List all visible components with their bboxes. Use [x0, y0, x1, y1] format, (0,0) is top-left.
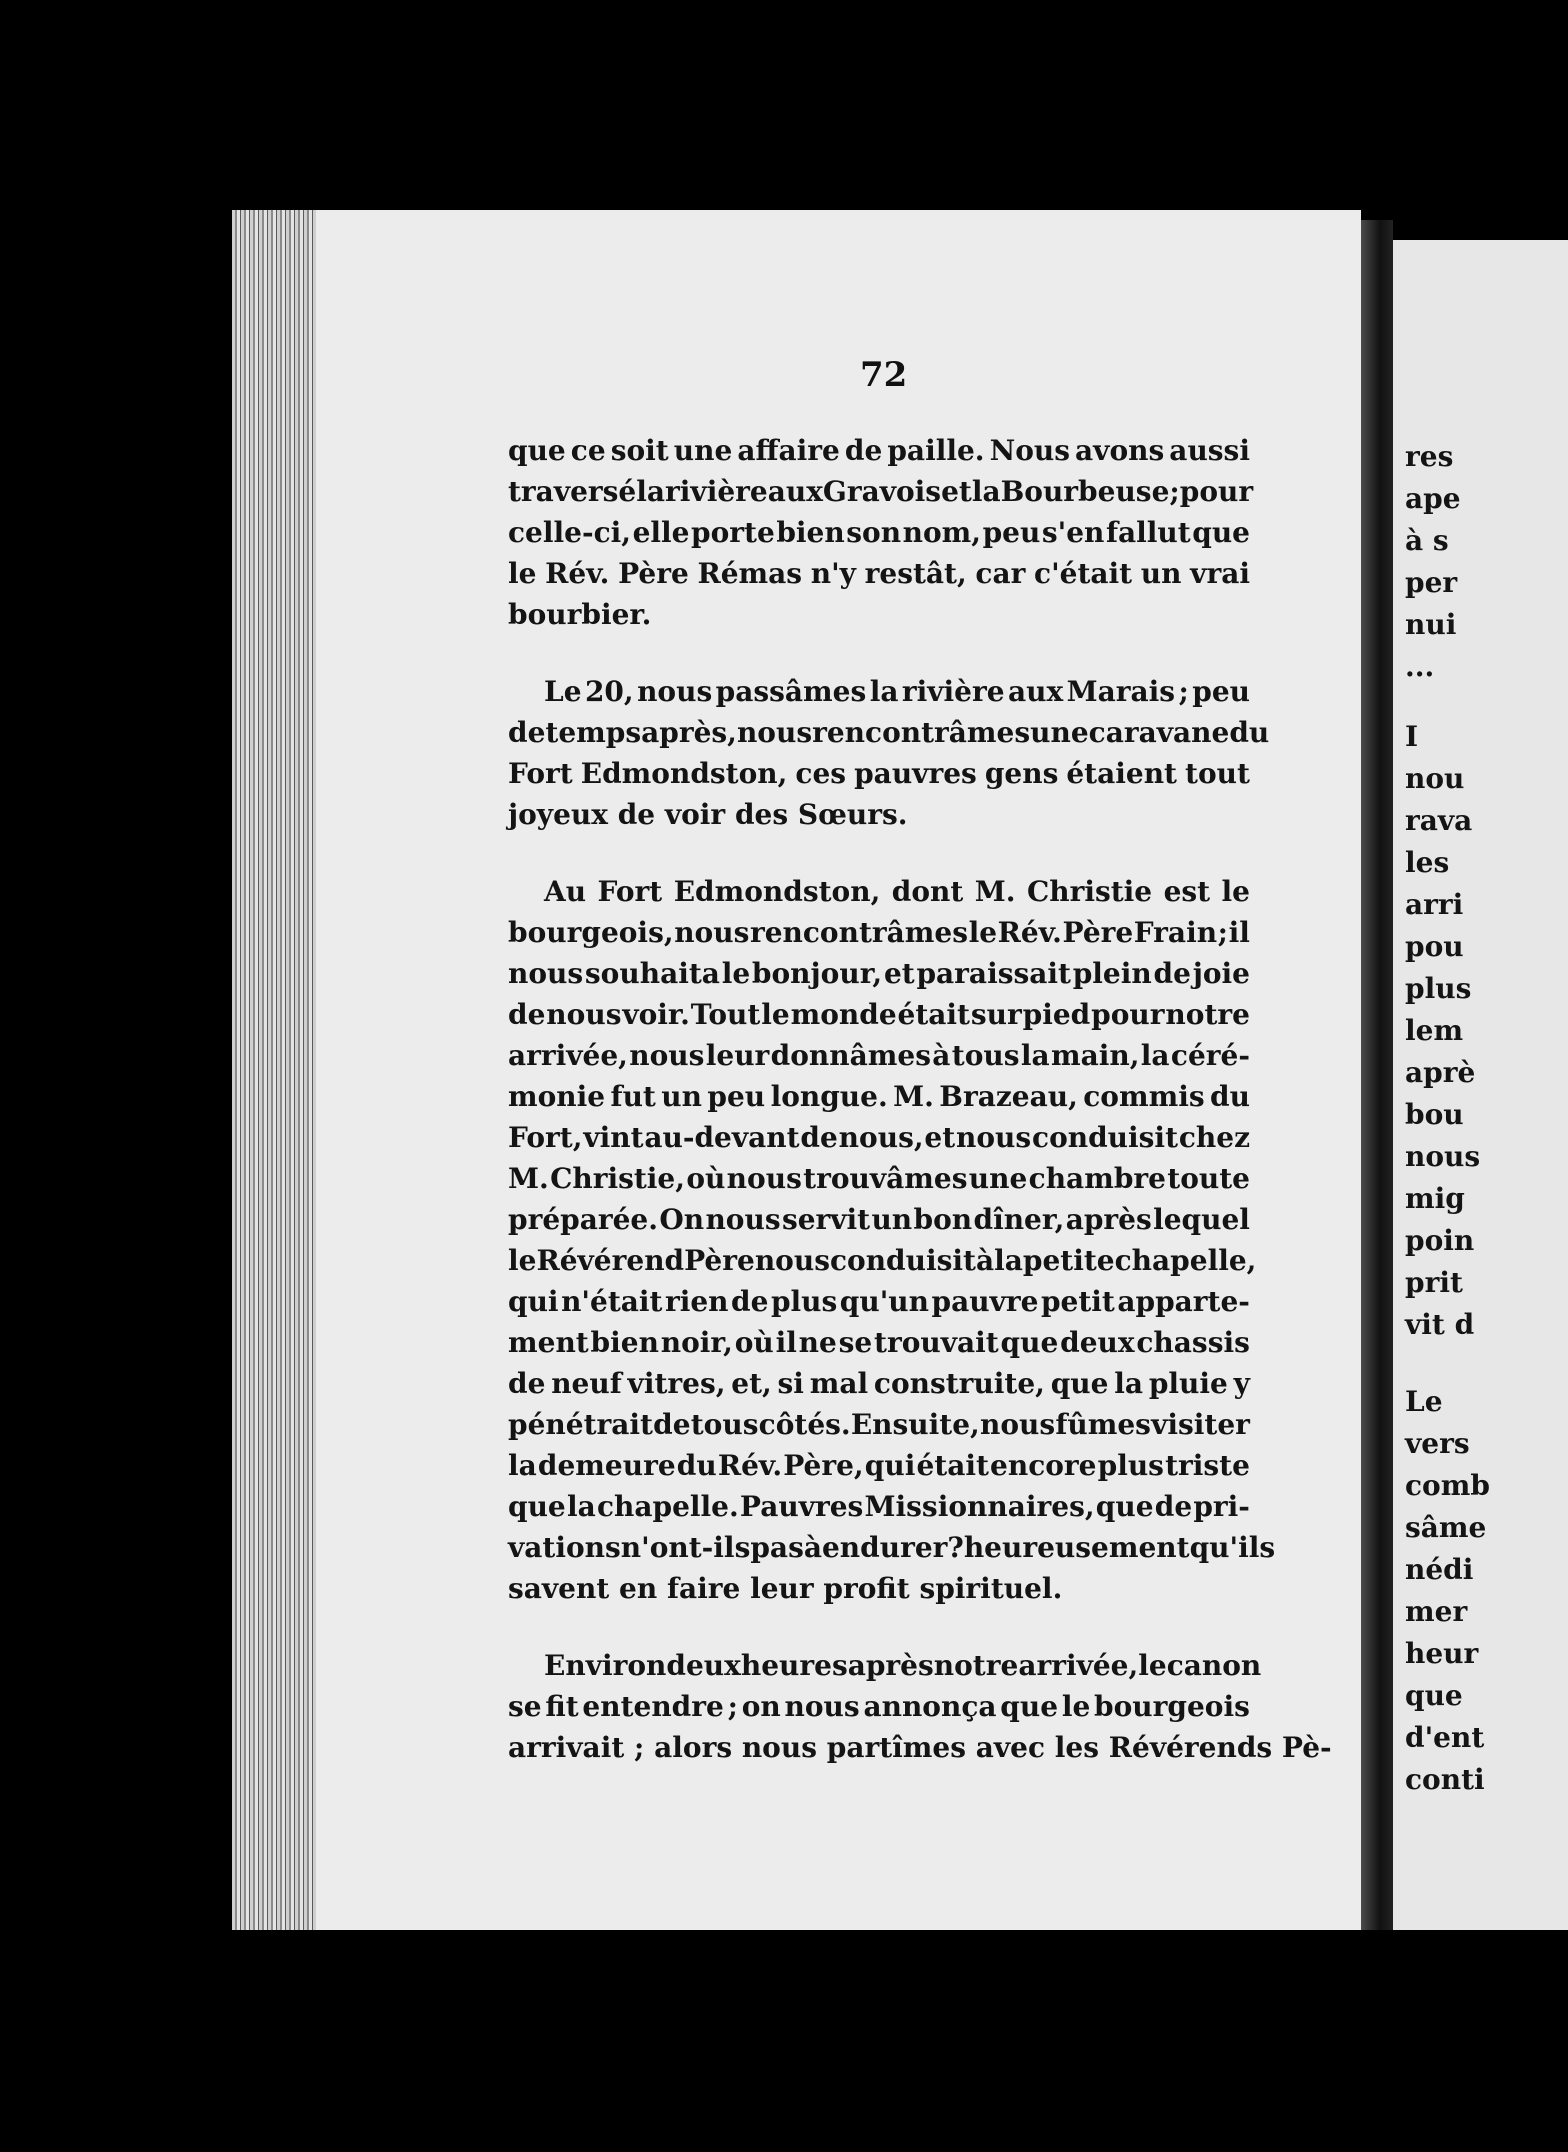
- facing-page-fragment: nédi: [1405, 1553, 1474, 1586]
- text-line: qui n'était rien de plus qu'un pauvre petit apparte-: [508, 1285, 1250, 1318]
- page-number: 72: [860, 355, 908, 395]
- facing-page-fragment: ape: [1405, 482, 1461, 515]
- text-line: nous souhaita le bonjour, et paraissait plein de joie: [508, 957, 1250, 990]
- text-line: de nous voir. Tout le monde était sur pied pour notre: [508, 998, 1250, 1031]
- text-line: Fort, vint au-devant de nous, et nous conduisit chez: [508, 1121, 1250, 1154]
- text-line: arrivait ; alors nous partîmes avec les Révérends Pè-: [508, 1731, 1332, 1764]
- text-line: monie fut un peu longue. M. Brazeau, commis du: [508, 1080, 1250, 1113]
- facing-page-fragment: mig: [1405, 1182, 1465, 1215]
- text-line: savent en faire leur profit spirituel.: [508, 1572, 1063, 1605]
- text-line: joyeux de voir des Sœurs.: [508, 798, 908, 831]
- facing-page-fragment: sâme: [1405, 1511, 1487, 1544]
- facing-page-fragment: bou: [1405, 1098, 1464, 1131]
- facing-page-fragment: nou: [1405, 762, 1465, 795]
- text-line: arrivée, nous leur donnâmes à tous la main, la céré-: [508, 1039, 1250, 1072]
- facing-page-fragment: aprè: [1405, 1056, 1476, 1089]
- facing-page-fragment: lem: [1405, 1014, 1464, 1047]
- facing-page-fragment: I: [1405, 720, 1419, 753]
- text-line: Fort Edmondston, ces pauvres gens étaient tout: [508, 757, 1250, 790]
- facing-page-fragment: per: [1405, 566, 1458, 599]
- facing-page-fragment: prit: [1405, 1266, 1463, 1299]
- facing-page-fragment: ...: [1405, 650, 1435, 683]
- text-line: le Révérend Père nous conduisit à la petite chapelle,: [508, 1244, 1257, 1277]
- text-line: que ce soit une affaire de paille. Nous avons aussi: [508, 434, 1250, 467]
- facing-page-fragment: heur: [1405, 1637, 1479, 1670]
- text-line: le Rév. Père Rémas n'y restât, car c'était un vrai: [508, 557, 1250, 590]
- text-line: se fit entendre ; on nous annonça que le bourgeois: [508, 1690, 1250, 1723]
- text-line: que la chapelle. Pauvres Missionnaires, que de pri-: [508, 1490, 1250, 1523]
- facing-page-fragment: Le: [1405, 1385, 1443, 1418]
- facing-page-fragment: mer: [1405, 1595, 1468, 1628]
- text-line: celle-ci, elle porte bien son nom, peu s'en fallut que: [508, 516, 1250, 549]
- facing-page-fragment: nui: [1405, 608, 1457, 641]
- text-line: la demeure du Rév. Père, qui était encore plus triste: [508, 1449, 1250, 1482]
- text-line: de temps après, nous rencontrâmes une caravane du: [508, 716, 1270, 749]
- facing-page-fragment: pou: [1405, 930, 1464, 963]
- text-line: vations n'ont-ils pas à endurer ? heureusement qu'ils: [508, 1531, 1276, 1564]
- book-gutter: [1361, 220, 1393, 1930]
- facing-page-fragment: conti: [1405, 1763, 1485, 1796]
- facing-page-fragment: nous: [1405, 1140, 1481, 1173]
- text-line: Le 20, nous passâmes la rivière aux Marais ; peu: [544, 675, 1250, 708]
- facing-page-fragment: plus: [1405, 972, 1472, 1005]
- text-line: Au Fort Edmondston, dont M. Christie est le: [544, 875, 1250, 908]
- text-line: de neuf vitres, et, si mal construite, que la pluie y: [508, 1367, 1250, 1400]
- facing-page-fragment: que: [1405, 1679, 1463, 1712]
- facing-page: [1393, 240, 1568, 1930]
- facing-page-fragment: arri: [1405, 888, 1464, 921]
- paragraph-gap: [508, 1609, 1250, 1645]
- facing-page-fragment: les: [1405, 846, 1450, 879]
- facing-page-fragment: vers: [1405, 1427, 1470, 1460]
- facing-page-fragment: res: [1405, 440, 1454, 473]
- facing-page-fragment: d'ent: [1405, 1721, 1485, 1754]
- text-line: Environ deux heures après notre arrivée, le canon: [544, 1649, 1262, 1682]
- text-line: traversé la rivière aux Gravois et la Bourbeuse ; pour: [508, 475, 1254, 508]
- text-line: bourgeois, nous rencontrâmes le Rév. Père Frain ; il: [508, 916, 1250, 949]
- text-line: pénétrait de tous côtés. Ensuite, nous fûmes visiter: [508, 1408, 1250, 1441]
- facing-page-fragment: vit d: [1405, 1308, 1475, 1341]
- facing-page-fragment: à s: [1405, 524, 1449, 557]
- text-line: ment bien noir, où il ne se trouvait que deux chassis: [508, 1326, 1250, 1359]
- book-page-edges: [232, 210, 327, 1930]
- facing-page-fragment: poin: [1405, 1224, 1475, 1257]
- page-text: [508, 430, 1332, 1768]
- paragraph-gap: [508, 835, 1250, 871]
- text-line: M. Christie, où nous trouvâmes une chambre toute: [508, 1162, 1250, 1195]
- text-line: bourbier.: [508, 598, 652, 631]
- text-line: préparée. On nous servit un bon dîner, après lequel: [508, 1203, 1250, 1236]
- facing-page-fragment: rava: [1405, 804, 1473, 837]
- paragraph-gap: [508, 635, 1250, 671]
- facing-page-fragment: comb: [1405, 1469, 1490, 1502]
